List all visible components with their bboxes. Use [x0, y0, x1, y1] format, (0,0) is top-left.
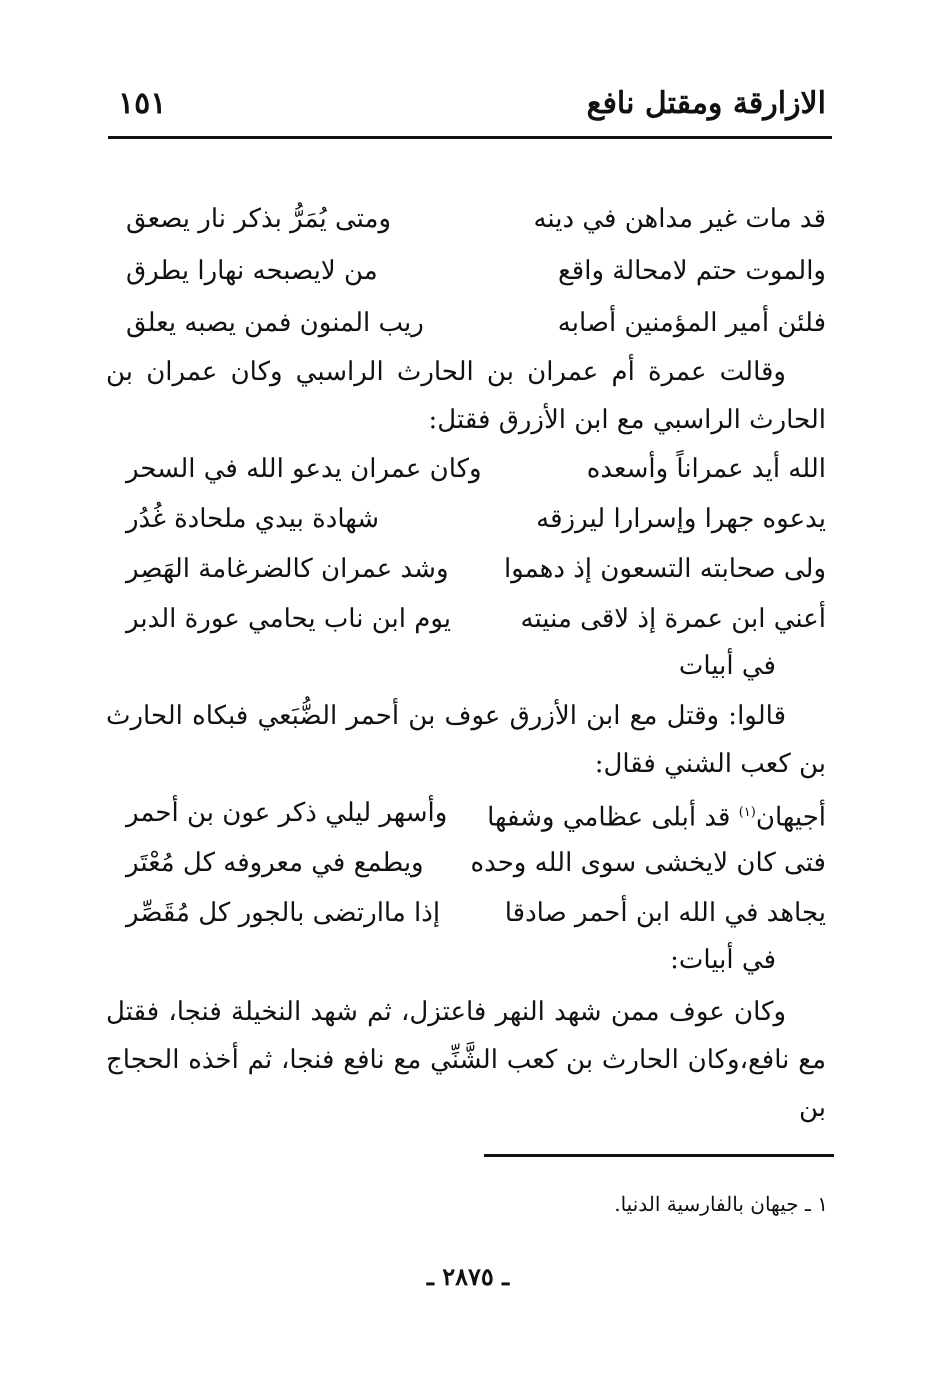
verse-ellipsis-note: في أبيات: [670, 945, 776, 975]
running-title: الازارقة ومقتل نافع [586, 86, 826, 121]
header-rule [108, 136, 832, 139]
verse-first-hemistich: أعني ابن عمرة إذ لاقى منيته [520, 604, 826, 634]
footnote-reference: (١) [738, 805, 756, 820]
verse-word: أجيهان [755, 802, 826, 833]
verse-second-hemistich: ويطمع في معروفه كل مُعْتَر [126, 848, 424, 878]
verse-second-hemistich: شهادة بيدي ملحادة غُدُر [126, 504, 380, 534]
verse-line [126, 594, 826, 644]
verse-line [126, 194, 826, 244]
verse-line [126, 838, 826, 888]
verse-first-hemistich: ولى صحابته التسعون إذ دهموا [503, 554, 826, 584]
verse-second-hemistich: وكان عمران يدعو الله في السحر [126, 454, 482, 484]
folio-number: ـ ٢٨٧٥ ـ [426, 1262, 510, 1291]
verse-second-hemistich: ريب المنون فمن يصبه يعلق [126, 308, 424, 338]
verse-first-hemistich: فتى كان لايخشى سوى الله وحده [470, 848, 826, 878]
verse-line [126, 544, 826, 594]
verse-first-hemistich: والموت حتم لامحالة واقع [557, 256, 826, 286]
verse-second-hemistich: إذا ماارتضى بالجور كل مُقَصِّر [126, 898, 441, 928]
verse-second-hemistich: وشد عمران كالضرغامة الهَصِر [126, 554, 449, 584]
verse-first-hemistich [487, 788, 826, 843]
footnote: ١ ـ جيهان بالفارسية الدنيا. [614, 1192, 828, 1216]
verse-line [126, 298, 826, 348]
prose-paragraph: وكان عوف ممن شهد النهر فاعتزل، ثم شهد النخيلة فنجا، فقتل مع نافع،وكان الحارث بن كعب الشَّنِّي مع نافع فنجا، ثم أخذه الحجاج بن [106, 997, 826, 1123]
verse-line [126, 444, 826, 494]
prose-paragraph: قالوا: وقتل مع ابن الأزرق عوف بن أحمر الضُّبَعي فبكاه الحارث بن كعب الشني فقال: [106, 701, 826, 779]
page-number: ١٥١ [118, 86, 167, 121]
verse-second-hemistich: يوم ابن ناب يحامي عورة الدبر [126, 604, 452, 634]
verse-line [126, 888, 826, 938]
verse-first-hemistich: الله أيد عمراناً وأسعده [586, 454, 826, 484]
prose-paragraph: وقالت عمرة أم عمران بن الحارث الراسبي وكان عمران بن الحارث الراسبي مع ابن الأزرق فقتل: [106, 357, 826, 435]
verse-second-hemistich: وأسهر ليلي ذكر عون بن أحمر [126, 798, 448, 828]
verse-first-hemistich: قد مات غير مداهن في دينه [533, 204, 826, 234]
footnote-rule [484, 1154, 834, 1157]
verse-ellipsis-note: في أبيات [678, 651, 776, 681]
verse-first-hemistich: يجاهد في الله ابن أحمر صادقا [504, 898, 826, 928]
verse-line [126, 494, 826, 544]
verse-second-hemistich: من لايصبحه نهارا يطرق [126, 256, 378, 286]
verse-line [126, 246, 826, 296]
verse-first-hemistich: فلئن أمير المؤمنين أصابه [557, 308, 826, 338]
verse-first-hemistich: يدعوه جهرا وإسرارا ليرزقه [536, 504, 826, 534]
verse-line [126, 788, 826, 838]
verse-second-hemistich: ومتى يُمَرُّ بذكر نار يصعق [126, 204, 392, 234]
verse-word: قد أبلى عظامي وشفها [487, 802, 739, 833]
